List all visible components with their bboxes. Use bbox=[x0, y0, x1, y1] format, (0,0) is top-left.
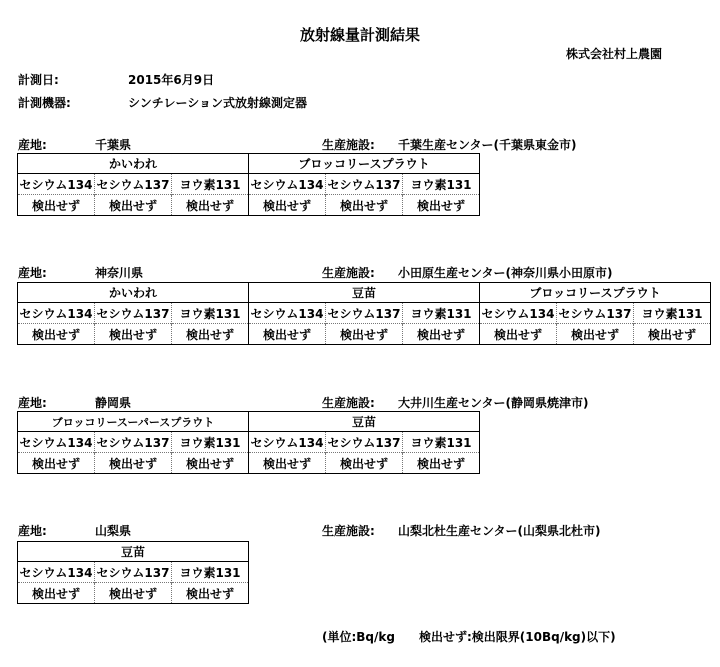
result-value: 検出せず bbox=[326, 195, 403, 216]
header-cs134: セシウム134 bbox=[249, 174, 326, 195]
result-value: 検出せず bbox=[18, 453, 95, 474]
result-value: 検出せず bbox=[326, 453, 403, 474]
result-value: 検出せず bbox=[95, 583, 172, 604]
header-i131: ヨウ素131 bbox=[403, 303, 480, 324]
facility-value: 千葉生産センター(千葉県東金市) bbox=[398, 138, 577, 152]
result-value: 検出せず bbox=[249, 324, 326, 345]
result-value: 検出せず bbox=[172, 453, 249, 474]
header-cs134: セシウム134 bbox=[249, 303, 326, 324]
product-name: ブロッコリースプラウト bbox=[249, 154, 480, 174]
device-value: シンチレーション式放射線測定器 bbox=[128, 96, 307, 110]
facility-label: 生産施設: bbox=[322, 524, 375, 538]
origin-value: 神奈川県 bbox=[95, 266, 144, 280]
header-cs134: セシウム134 bbox=[480, 303, 557, 324]
results-table-yamanashi bbox=[17, 541, 249, 604]
results-table-kanagawa bbox=[17, 282, 711, 345]
result-value: 検出せず bbox=[480, 324, 557, 345]
company-name: 株式会社村上農園 bbox=[566, 47, 663, 61]
product-name: ブロッコリースーパースプラウト bbox=[18, 412, 249, 432]
result-value: 検出せず bbox=[403, 453, 480, 474]
header-cs134: セシウム134 bbox=[18, 432, 95, 453]
facility-label: 生産施設: bbox=[322, 138, 375, 152]
facility-value: 大井川生産センター(静岡県焼津市) bbox=[398, 396, 589, 410]
date-value: 2015年6月9日 bbox=[128, 73, 215, 87]
header-cs137: セシウム137 bbox=[557, 303, 634, 324]
device-label: 計測機器: bbox=[18, 96, 71, 110]
result-value: 検出せず bbox=[95, 453, 172, 474]
result-value: 検出せず bbox=[249, 453, 326, 474]
result-value: 検出せず bbox=[18, 324, 95, 345]
header-i131: ヨウ素131 bbox=[172, 174, 249, 195]
date-label: 計測日: bbox=[18, 73, 59, 87]
result-value: 検出せず bbox=[326, 324, 403, 345]
header-cs137: セシウム137 bbox=[95, 174, 172, 195]
header-i131: ヨウ素131 bbox=[403, 174, 480, 195]
header-i131: ヨウ素131 bbox=[403, 432, 480, 453]
origin-value: 山梨県 bbox=[95, 524, 132, 538]
result-value: 検出せず bbox=[557, 324, 634, 345]
header-cs137: セシウム137 bbox=[326, 303, 403, 324]
page-title: 放射線量計測結果 bbox=[299, 26, 420, 44]
header-cs137: セシウム137 bbox=[95, 303, 172, 324]
result-value: 検出せず bbox=[172, 583, 249, 604]
header-cs134: セシウム134 bbox=[249, 432, 326, 453]
product-name: かいわれ bbox=[18, 154, 249, 174]
origin-label: 産地: bbox=[18, 524, 47, 538]
product-name: 豆苗 bbox=[249, 412, 480, 432]
facility-label: 生産施設: bbox=[322, 396, 375, 410]
header-cs137: セシウム137 bbox=[326, 432, 403, 453]
result-value: 検出せず bbox=[403, 195, 480, 216]
facility-value: 山梨北杜生産センター(山梨県北杜市) bbox=[398, 524, 601, 538]
result-value: 検出せず bbox=[249, 195, 326, 216]
facility-label: 生産施設: bbox=[322, 266, 375, 280]
product-name: かいわれ bbox=[18, 283, 249, 303]
result-value: 検出せず bbox=[18, 583, 95, 604]
header-i131: ヨウ素131 bbox=[172, 303, 249, 324]
header-i131: ヨウ素131 bbox=[634, 303, 711, 324]
product-name: 豆苗 bbox=[249, 283, 480, 303]
result-value: 検出せず bbox=[172, 324, 249, 345]
results-table-shizuoka bbox=[17, 411, 480, 474]
origin-label: 産地: bbox=[18, 138, 47, 152]
result-value: 検出せず bbox=[95, 324, 172, 345]
origin-value: 静岡県 bbox=[95, 396, 132, 410]
result-value: 検出せず bbox=[95, 195, 172, 216]
header-cs137: セシウム137 bbox=[95, 562, 172, 583]
header-i131: ヨウ素131 bbox=[172, 432, 249, 453]
header-cs137: セシウム137 bbox=[95, 432, 172, 453]
facility-value: 小田原生産センター(神奈川県小田原市) bbox=[398, 266, 613, 280]
result-value: 検出せず bbox=[18, 195, 95, 216]
results-table-chiba bbox=[17, 153, 480, 216]
footer-note: (単位:Bq/kg 検出せず:検出限界(10Bq/kg)以下) bbox=[322, 630, 616, 644]
result-value: 検出せず bbox=[634, 324, 711, 345]
header-cs137: セシウム137 bbox=[326, 174, 403, 195]
header-cs134: セシウム134 bbox=[18, 174, 95, 195]
result-value: 検出せず bbox=[403, 324, 480, 345]
origin-label: 産地: bbox=[18, 396, 47, 410]
product-name: ブロッコリースプラウト bbox=[480, 283, 711, 303]
header-cs134: セシウム134 bbox=[18, 562, 95, 583]
result-value: 検出せず bbox=[172, 195, 249, 216]
origin-label: 産地: bbox=[18, 266, 47, 280]
header-i131: ヨウ素131 bbox=[172, 562, 249, 583]
origin-value: 千葉県 bbox=[95, 138, 132, 152]
header-cs134: セシウム134 bbox=[18, 303, 95, 324]
product-name: 豆苗 bbox=[18, 542, 249, 562]
